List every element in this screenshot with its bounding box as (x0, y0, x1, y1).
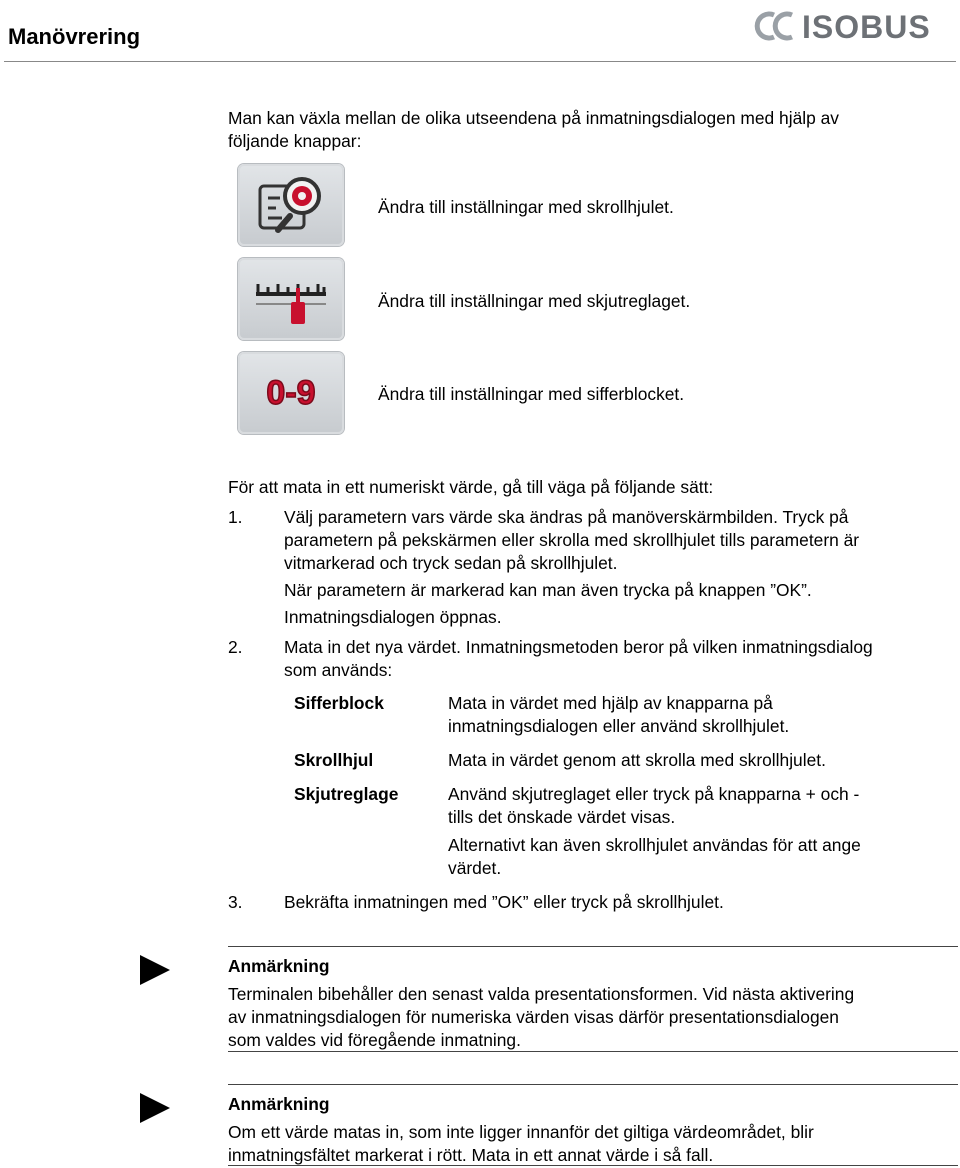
slider-button[interactable] (238, 258, 344, 340)
slider-icon (238, 258, 344, 340)
method-desc: inmatningsdialogen eller använd skrollhjulet. (448, 716, 790, 736)
numpad-icon (238, 352, 344, 434)
icon-label-numpad: Ändra till inställningar med sifferblocket. (378, 384, 685, 404)
note-arrow-icon (140, 1093, 170, 1123)
note-divider (228, 1051, 958, 1052)
step-1-line-2: parametern på pekskärmen eller skrolla med skrollhjulet tills parametern är (284, 530, 860, 550)
step-3-line-1: Bekräfta inmatningen med ”OK” eller tryck på skrollhjulet. (284, 892, 724, 912)
method-desc: tills det önskade värdet visas. (448, 807, 676, 827)
step-2-line-1: Mata in det nya värdet. Inmatningsmetoden beror på vilken inmatningsdialog (284, 637, 873, 657)
method-desc: värdet. (448, 858, 502, 878)
logo-text: CCISOBUS (744, 6, 750, 7)
page-title: Manövrering (8, 24, 141, 49)
header-divider (4, 61, 956, 62)
note-2-line-2: inmatningsfältet markerat i rött. Mata in ett annat värde i så fall. (228, 1145, 714, 1165)
intro-line-1: Man kan växla mellan de olika utseendena på inmatningsdialogen med hjälp av (228, 108, 839, 128)
step-number: 1. (228, 507, 243, 527)
method-desc: Använd skjutreglaget eller tryck på knapparna + och - (448, 784, 860, 804)
method-desc: Alternativt kan även skrollhjulet användas för att ange (448, 835, 861, 855)
scroll-wheel-icon (238, 164, 344, 246)
note-divider (228, 1084, 958, 1085)
note-heading: Anmärkning (228, 1094, 330, 1114)
method-desc: Mata in värdet med hjälp av knapparna på (448, 693, 773, 713)
step-2-line-2: som används: (284, 660, 393, 680)
intro-line-2: följande knappar: (228, 131, 362, 151)
step-1-line-1: Välj parametern vars värde ska ändras på manöverskärmbilden. Tryck på (284, 507, 849, 527)
note-divider (228, 946, 958, 947)
svg-text:ISOBUS: ISOBUS (802, 9, 931, 45)
step-number: 2. (228, 637, 243, 657)
step-1-line-3: vitmarkerad och tryck sedan på skrollhjulet. (284, 553, 618, 573)
note-1-line-1: Terminalen bibehåller den senast valda presentationsformen. Vid nästa aktivering (228, 984, 855, 1004)
method-term: Sifferblock (294, 693, 384, 713)
step-1-line-4: När parametern är markerad kan man även trycka på knappen ”OK”. (284, 580, 812, 600)
ccisobus-logo (744, 6, 948, 46)
icon-label-scroll-wheel: Ändra till inställningar med skrollhjulet. (378, 197, 674, 217)
method-term: Skrollhjul (294, 750, 374, 770)
scroll-wheel-button[interactable] (238, 164, 344, 246)
note-divider (228, 1165, 958, 1166)
note-2-line-1: Om ett värde matas in, som inte ligger innanför det giltiga värdeområdet, blir (228, 1122, 814, 1142)
note-1-line-3: som valdes vid föregående inmatning. (228, 1030, 521, 1050)
steps-intro: För att mata in ett numeriskt värde, gå till väga på följande sätt: (228, 477, 714, 497)
method-term: Skjutreglage (294, 784, 399, 804)
note-1-line-2: av inmatningsdialogen för numeriska värden visas därför presentationsdialogen (228, 1007, 839, 1027)
numpad-button[interactable] (238, 352, 344, 434)
step-number: 3. (228, 892, 243, 912)
svg-text:0-9: 0-9 (266, 374, 316, 412)
icon-label-slider: Ändra till inställningar med skjutreglaget. (378, 291, 691, 311)
note-arrow-icon (140, 955, 170, 985)
step-1-line-5: Inmatningsdialogen öppnas. (284, 607, 502, 627)
note-heading: Anmärkning (228, 956, 330, 976)
method-desc: Mata in värdet genom att skrolla med skrollhjulet. (448, 750, 826, 770)
